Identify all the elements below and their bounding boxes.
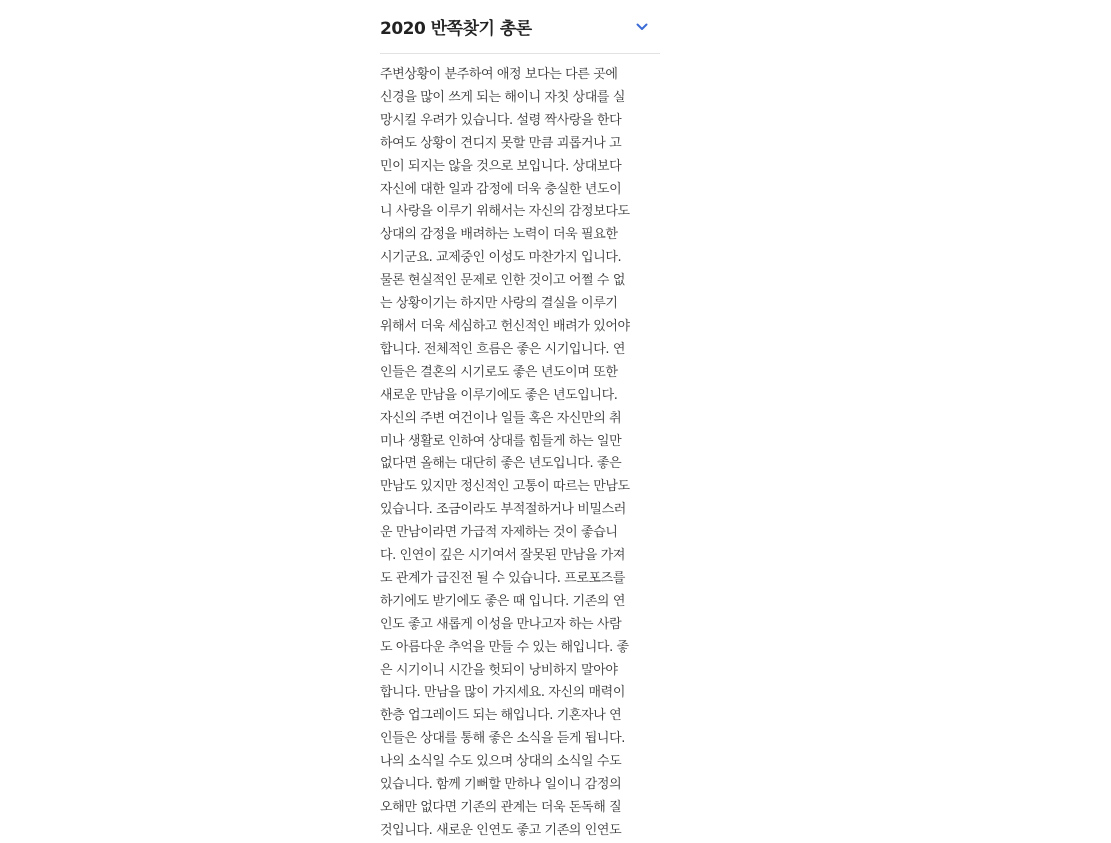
body-text-line: 망시킬 우려가 있습니다. 설령 짝사랑을 한다 xyxy=(380,112,622,128)
body-text-line: 물론 현실적인 문제로 인한 것이고 어쩔 수 없 xyxy=(380,273,625,289)
body-text-line: 합니다. 전체적인 흐름은 좋은 시기입니다. 연 xyxy=(380,341,625,357)
body-text-line: 신경을 많이 쓰게 되는 해이니 자칫 상대를 실 xyxy=(380,89,625,105)
body-text-line: 하기에도 받기에도 좋은 때 입니다. 기존의 연 xyxy=(380,593,625,609)
body-text-line: 는 상황이기는 하지만 사랑의 결실을 이루기 xyxy=(380,296,618,312)
body-text-line: 인들은 결혼의 시기로도 좋은 년도이며 또한 xyxy=(380,364,618,380)
body-text-line: 미나 생활로 인하여 상대를 힘들게 하는 일만 xyxy=(380,433,622,449)
body-text-line: 인도 좋고 새롭게 이성을 만나고자 하는 사람 xyxy=(380,616,622,632)
body-text-line: 하여도 상황이 견디지 못할 만큼 괴롭거나 고 xyxy=(380,135,622,151)
body-text-line: 도 관계가 급진전 될 수 있습니다. 프로포즈를 xyxy=(380,570,625,586)
body-text-line: 니 사랑을 이루기 위해서는 자신의 감정보다도 xyxy=(380,204,630,220)
body-text-line: 있습니다. 함께 기뻐할 만하나 일이니 감정의 xyxy=(380,777,622,793)
body-text-line: 운 만남이라면 가급적 자제하는 것이 좋습니 xyxy=(380,525,618,541)
section-body xyxy=(380,64,660,843)
body-text-line: 나의 소식일 수도 있으며 상대의 소식일 수도 xyxy=(380,754,622,770)
body-text-line: 은 시기이니 시간을 헛되이 낭비하지 말아야 xyxy=(380,662,618,678)
body-text-line: 자신에 대한 일과 감정에 더욱 충실한 년도이 xyxy=(380,181,622,197)
body-text-line: 새로운 만남을 이루기에도 좋은 년도입니다. xyxy=(380,387,618,403)
body-text-line: 없다면 올해는 대단히 좋은 년도입니다. 좋은 xyxy=(380,456,622,472)
body-text-line: 만남도 있지만 정신적인 고통이 따르는 만남도 xyxy=(380,479,630,495)
section-header[interactable] xyxy=(380,0,660,54)
body-text-line: 상대의 감정을 배려하는 노력이 더욱 필요한 xyxy=(380,227,618,243)
body-text-line: 민이 되지는 않을 것으로 보입니다. 상대보다 xyxy=(380,158,622,174)
body-text-line: 다. 인연이 깊은 시기여서 잘못된 만남을 가져 xyxy=(380,548,625,564)
body-text-line: 합니다. 만남을 많이 가지세요. 자신의 매력이 xyxy=(380,685,625,701)
body-text-line: 인들은 상대를 통해 좋은 소식을 듣게 됩니다. xyxy=(380,731,625,747)
body-text-line: 오해만 없다면 기존의 관계는 더욱 돈독해 질 xyxy=(380,800,622,815)
body-text-line: 것입니다. 새로운 인연도 좋고 기존의 인연도 xyxy=(380,822,622,838)
body-text-line: 주변상황이 분주하여 애정 보다는 다른 곳에 xyxy=(380,67,618,82)
body-text-line: 한층 업그레이드 되는 해입니다. 기혼자나 연 xyxy=(380,708,622,724)
body-text-line: 시기군요. 교제중인 이성도 마찬가지 입니다. xyxy=(380,250,622,266)
chevron-down-icon[interactable] xyxy=(634,19,650,35)
body-text-line: 도 아름다운 추억을 만들 수 있는 해입니다. 좋 xyxy=(380,639,629,655)
section-title: 2020 반쪽찾기 총론 xyxy=(380,19,532,39)
horoscope-section xyxy=(380,0,660,843)
body-text-line: 있습니다. 조금이라도 부적절하거나 비밀스러 xyxy=(380,502,626,518)
body-text-line: 위해서 더욱 세심하고 헌신적인 배려가 있어야 xyxy=(380,318,630,334)
body-text-line: 자신의 주변 여건이나 일들 혹은 자신만의 취 xyxy=(380,410,622,426)
